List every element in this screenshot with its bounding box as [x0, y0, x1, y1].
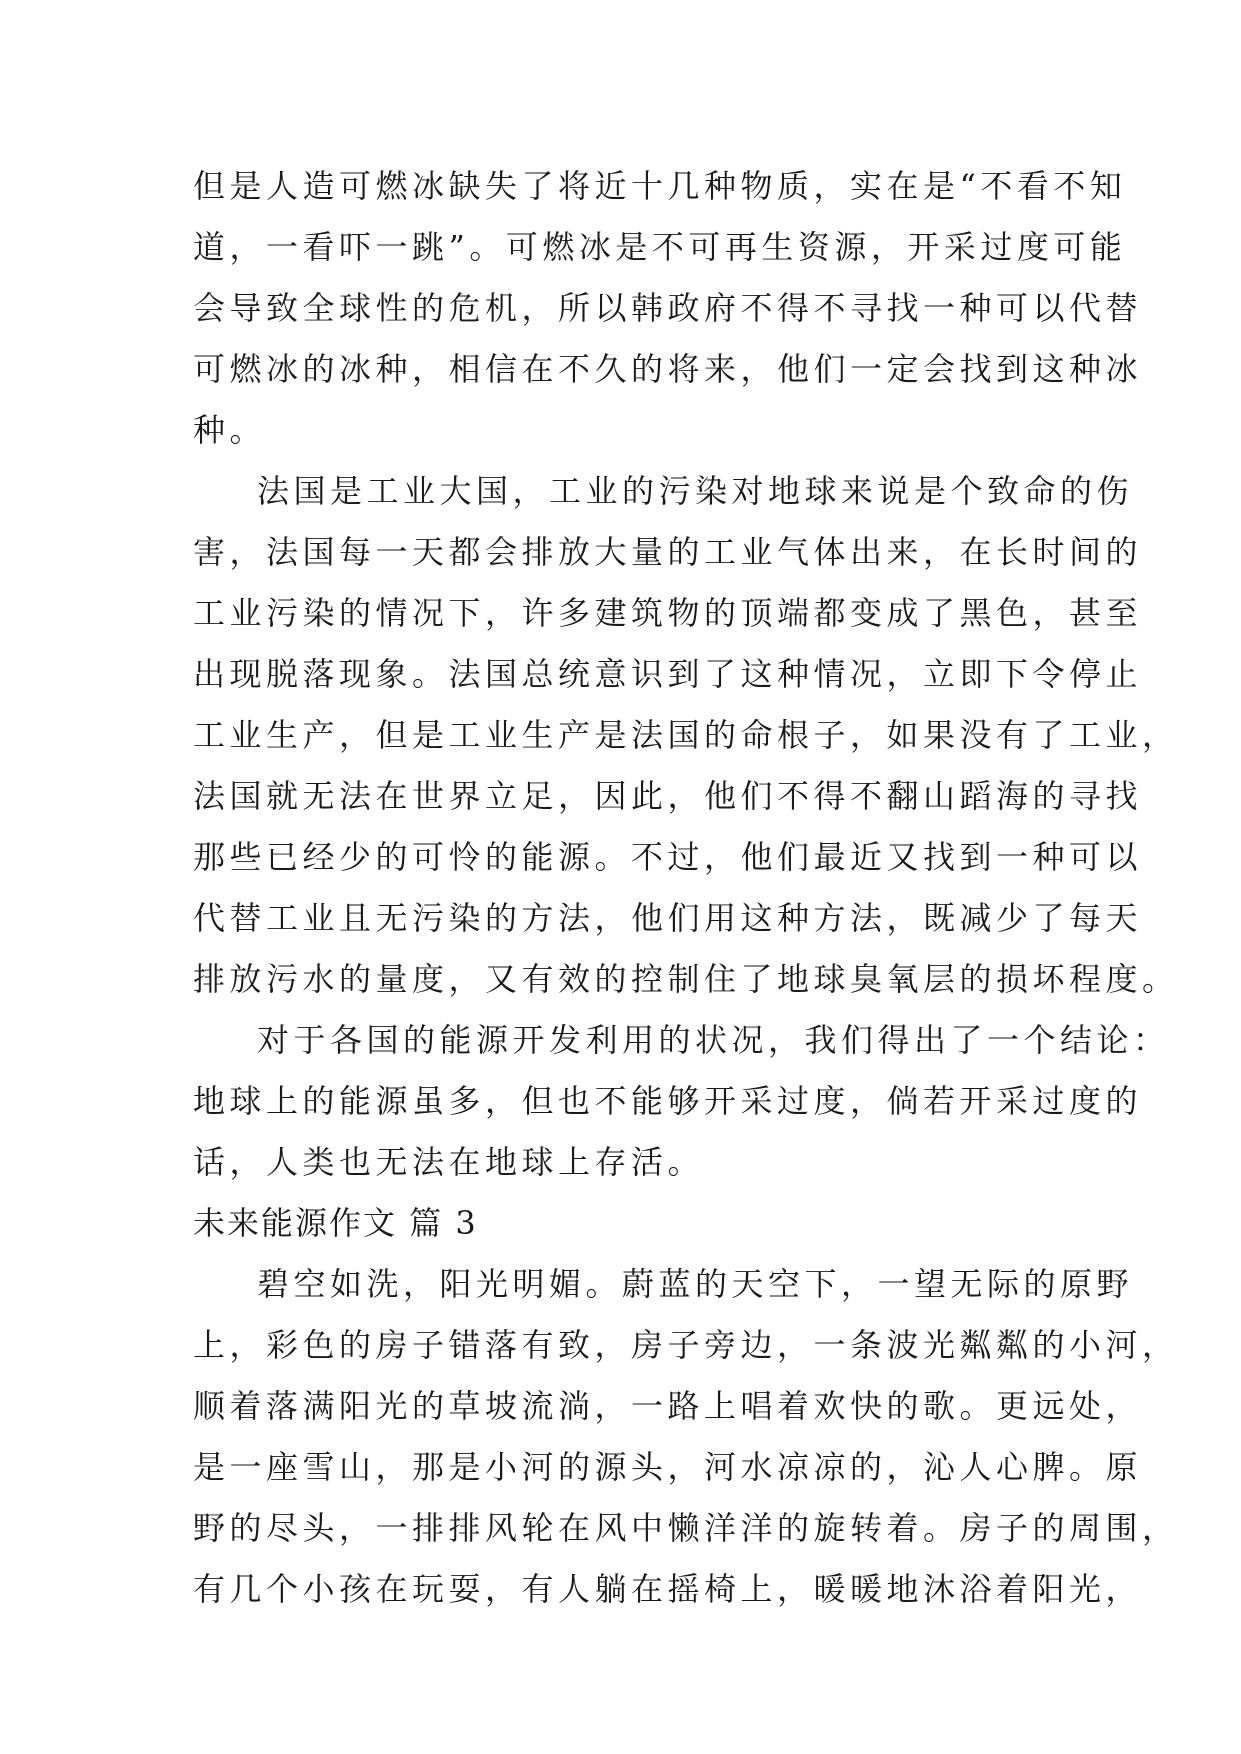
text-line: 话，人类也无法在地球上存活。	[193, 1143, 705, 1181]
paragraph-2	[193, 461, 1179, 1010]
text-line: 有几个小孩在玩耍，有人躺在摇椅上，暖暖地沐浴着阳光，	[193, 1570, 1143, 1608]
text-line: 但是人造可燃冰缺失了将近十几种物质，实在是“不看不知	[193, 167, 1127, 205]
text-line: 法国是工业大国，工业的污染对地球来说是个致命的伤	[257, 472, 1134, 510]
document-body	[193, 156, 1179, 1620]
text-line: 工业生产，但是工业生产是法国的命根子，如果没有了工业，	[193, 716, 1179, 754]
text-line: 害，法国每一天都会排放大量的工业气体出来，在长时间的	[193, 533, 1143, 571]
text-line: 工业污染的情况下，许多建筑物的顶端都变成了黑色，甚至	[193, 594, 1143, 632]
text-line: 上，彩色的房子错落有致，房子旁边，一条波光粼粼的小河，	[193, 1326, 1179, 1364]
text-line: 是一座雪山，那是小河的源头，河水凉凉的，沁人心脾。原	[193, 1448, 1143, 1486]
paragraph-3	[193, 1010, 1170, 1193]
text-line: 代替工业且无污染的方法，他们用这种方法，既减少了每天	[193, 899, 1143, 937]
text-line: 会导致全球性的危机，所以韩政府不得不寻找一种可以代替	[193, 289, 1143, 327]
text-line: 对于各国的能源开发利用的状况，我们得出了一个结论：	[257, 1021, 1170, 1059]
text-line: 法国就无法在世界立足，因此，他们不得不翻山蹈海的寻找	[193, 777, 1143, 815]
text-line: 野的尽头，一排排风轮在风中懒洋洋的旋转着。房子的周围，	[193, 1509, 1179, 1547]
text-line: 道，一看吓一跳”。可燃冰是不可再生资源，开采过度可能	[193, 228, 1127, 266]
paragraph-1	[193, 156, 1143, 461]
text-line: 可燃冰的冰种，相信在不久的将来，他们一定会找到这种冰	[193, 350, 1143, 388]
paragraph-4	[193, 1254, 1179, 1620]
text-line: 碧空如洗，阳光明媚。蔚蓝的天空下，一望无际的原野	[257, 1265, 1134, 1303]
text-line: 种。	[193, 411, 267, 449]
text-line: 排放污水的量度，又有效的控制住了地球臭氧层的损坏程度。	[193, 960, 1179, 998]
section-heading: 未来能源作文 篇 3	[193, 1204, 478, 1242]
text-line: 出现脱落现象。法国总统意识到了这种情况，立即下令停止	[193, 655, 1143, 693]
text-line: 顺着落满阳光的草坡流淌，一路上唱着欢快的歌。更远处，	[193, 1387, 1143, 1425]
text-line: 那些已经少的可怜的能源。不过，他们最近又找到一种可以	[193, 838, 1143, 876]
text-line: 地球上的能源虽多，但也不能够开采过度，倘若开采过度的	[193, 1082, 1143, 1120]
